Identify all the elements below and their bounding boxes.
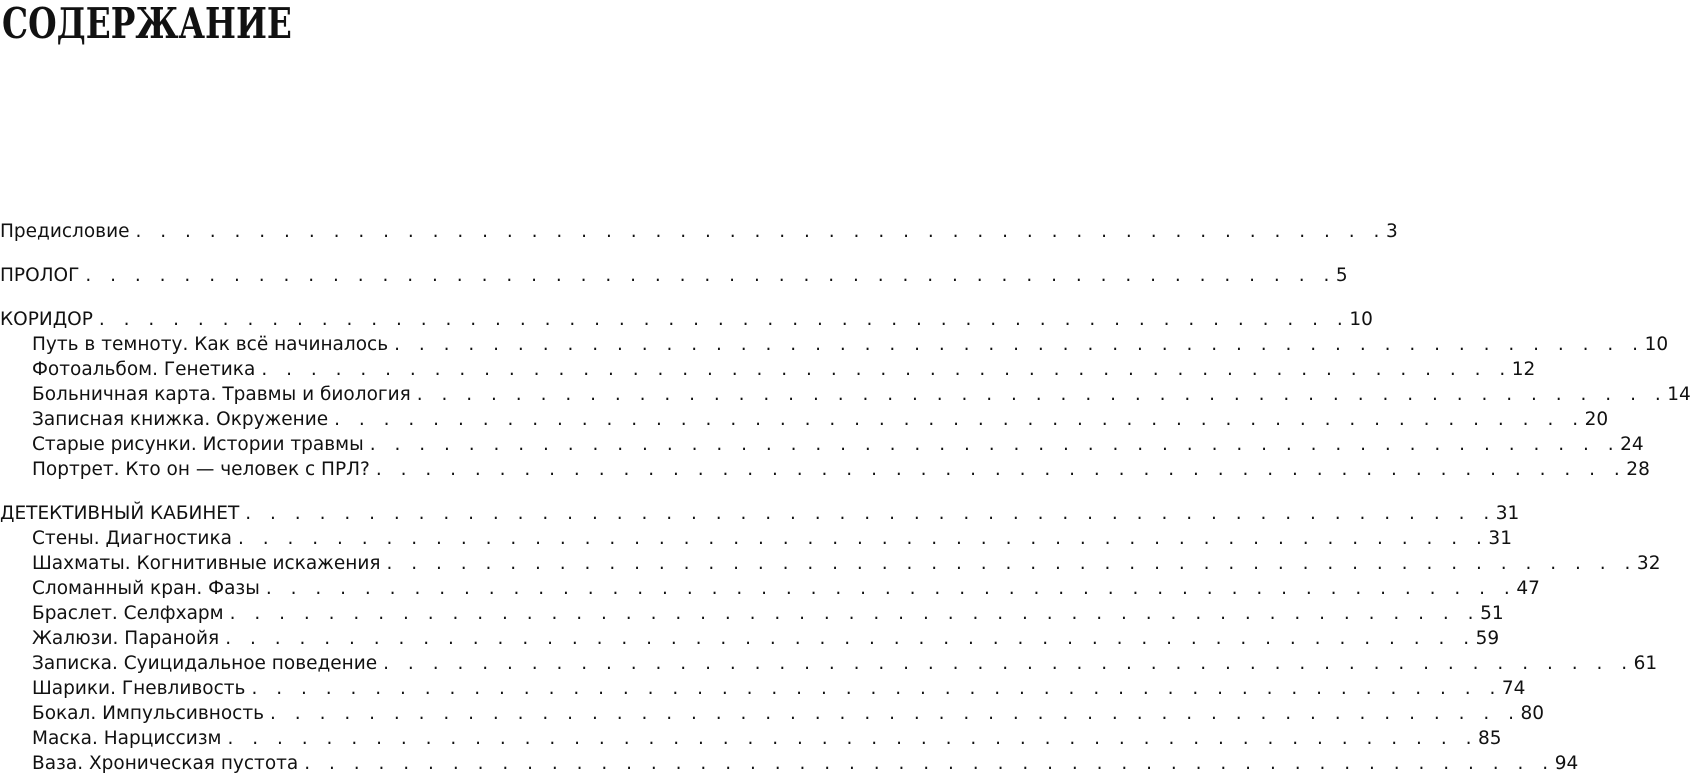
toc-entry-page: 31 [1495,503,1520,524]
leader-dots: . . . . . . . . . . . . . . . . . . . . . . . . . . . . . . . . . . . . . . . . . . . . . . . . . . . [386,553,1637,574]
leader-dots: . . . . . . . . . . . . . . . . . . . . . . . . . . . . . . . . . . . . . . . . . . . . . . . . . . . [416,384,1668,405]
toc-entry-page: 10 [1644,334,1669,355]
toc-entry-label: Стены. Диагностика [32,528,232,549]
leader-dots: . . . . . . . . . . . . . . . . . . . . . . . . . . . . . . . . . . . . . . . . . . . . . . . . . . . [135,221,1386,242]
toc-entry-page: 5 [1335,265,1348,286]
toc-entry-page: 94 [1554,753,1579,774]
toc-subentry[interactable] [0,751,1579,776]
toc-subentry[interactable] [0,382,1691,407]
toc-subentry[interactable] [0,457,1650,482]
leader-dots: . . . . . . . . . . . . . . . . . . . . . . . . . . . . . . . . . . . . . . . . . . . . . . . . . . . [394,334,1645,355]
toc-subentry[interactable] [0,551,1661,576]
toc-subentry[interactable] [0,357,1536,382]
toc-entry-page: 12 [1511,359,1536,380]
toc-entry-page: 32 [1636,553,1661,574]
toc-subentry[interactable] [0,407,1609,432]
toc-entry-label: Жалюзи. Паранойя [32,628,220,649]
toc-entry-label: Ваза. Хроническая пустота [32,753,299,774]
toc-entry-label: Шарики. Гневливость [32,678,246,699]
toc-entry-label: Сломанный кран. Фазы [32,578,260,599]
toc-entry-page: 61 [1633,653,1658,674]
toc-entry-page: 14 [1667,384,1691,405]
toc-entry-label: ПРОЛОГ [0,265,80,286]
toc-entry-label: ДЕТЕКТИВНЫЙ КАБИНЕТ [0,503,240,524]
toc-subentry[interactable] [0,526,1512,551]
toc-entry-label: Записка. Суицидальное поведение [32,653,378,674]
leader-dots: . . . . . . . . . . . . . . . . . . . . . . . . . . . . . . . . . . . . . . . . . . . . . . . . . . . [270,703,1521,724]
toc-entry-page: 24 [1620,434,1644,455]
toc-subentry[interactable] [0,651,1658,676]
toc-subentry[interactable] [0,332,1669,357]
leader-dots: . . . . . . . . . . . . . . . . . . . . . . . . . . . . . . . . . . . . . . . . . . . . . . . . . . . [304,753,1555,774]
toc-entry-prologue[interactable] [0,263,1348,288]
toc-entry-label: КОРИДОР [0,309,93,330]
leader-dots: . . . . . . . . . . . . . . . . . . . . . . . . . . . . . . . . . . . . . . . . . . . . . . . . . . . [334,409,1585,430]
toc-entry-page: 47 [1516,578,1540,599]
toc-entry-label: Записная книжка. Окружение [32,409,329,430]
leader-dots: . . . . . . . . . . . . . . . . . . . . . . . . . . . . . . . . . . . . . . . . . . . . . . . . . . . [98,309,1350,330]
toc-subentry[interactable] [0,432,1644,457]
toc-entry-page: 3 [1385,221,1398,242]
toc-entry-label: Старые рисунки. Истории травмы [32,434,364,455]
toc-entry-page: 74 [1501,678,1526,699]
leader-dots: . . . . . . . . . . . . . . . . . . . . . . . . . . . . . . . . . . . . . . . . . . . . . . . . . . . [369,434,1621,455]
leader-dots: . . . . . . . . . . . . . . . . . . . . . . . . . . . . . . . . . . . . . . . . . . . . . . . . . . . [229,603,1481,624]
toc-entry-page: 51 [1480,603,1504,624]
toc-subentry[interactable] [0,601,1504,626]
leader-dots: . . . . . . . . . . . . . . . . . . . . . . . . . . . . . . . . . . . . . . . . . . . . . . . . . . . [227,728,1478,749]
toc-entry-label: Бокал. Импульсивность [32,703,265,724]
toc-section-detective-office[interactable] [0,501,1520,526]
page-title: СОДЕРЖАНИЕ [2,0,292,48]
toc-entry-page: 31 [1488,528,1512,549]
toc-entry-label: Предисловие [0,221,130,242]
toc-subentry[interactable] [0,626,1500,651]
toc-entry-page: 20 [1584,409,1609,430]
toc-subentry[interactable] [0,701,1545,726]
toc-entry-page: 10 [1349,309,1373,330]
toc-entry-page: 28 [1626,459,1650,480]
toc-entry-label: Браслет. Селфхарм [32,603,224,624]
toc-entry-label: Маска. Нарциссизм [32,728,222,749]
toc-entry-label: Портрет. Кто он — человек с ПРЛ? [32,459,370,480]
toc-entry-preface[interactable] [0,219,1398,244]
toc-entry-label: Путь в темноту. Как всё начиналось [32,334,389,355]
table-of-contents [0,219,1691,776]
leader-dots: . . . . . . . . . . . . . . . . . . . . . . . . . . . . . . . . . . . . . . . . . . . . . . . . . . . [225,628,1476,649]
toc-entry-label: Больничная карта. Травмы и биология [32,384,411,405]
toc-entry-label: Фотоальбом. Генетика [32,359,256,380]
toc-subentry[interactable] [0,726,1502,751]
toc-subentry[interactable] [0,576,1540,601]
leader-dots: . . . . . . . . . . . . . . . . . . . . . . . . . . . . . . . . . . . . . . . . . . . . . . . . . . . [265,578,1517,599]
toc-entry-page: 80 [1520,703,1545,724]
leader-dots: . . . . . . . . . . . . . . . . . . . . . . . . . . . . . . . . . . . . . . . . . . . . . . . . . . . [383,653,1634,674]
leader-dots: . . . . . . . . . . . . . . . . . . . . . . . . . . . . . . . . . . . . . . . . . . . . . . . . . . . [251,678,1502,699]
toc-entry-page: 85 [1477,728,1502,749]
leader-dots: . . . . . . . . . . . . . . . . . . . . . . . . . . . . . . . . . . . . . . . . . . . . . . . . . . . [85,265,1336,286]
leader-dots: . . . . . . . . . . . . . . . . . . . . . . . . . . . . . . . . . . . . . . . . . . . . . . . . . . . [245,503,1496,524]
toc-entry-page: 59 [1475,628,1500,649]
leader-dots: . . . . . . . . . . . . . . . . . . . . . . . . . . . . . . . . . . . . . . . . . . . . . . . . . . . [237,528,1489,549]
toc-subentry[interactable] [0,676,1526,701]
toc-entry-label: Шахматы. Когнитивные искажения [32,553,381,574]
toc-section-corridor[interactable] [0,307,1373,332]
leader-dots: . . . . . . . . . . . . . . . . . . . . . . . . . . . . . . . . . . . . . . . . . . . . . . . . . . . [261,359,1512,380]
leader-dots: . . . . . . . . . . . . . . . . . . . . . . . . . . . . . . . . . . . . . . . . . . . . . . . . . . . [375,459,1627,480]
